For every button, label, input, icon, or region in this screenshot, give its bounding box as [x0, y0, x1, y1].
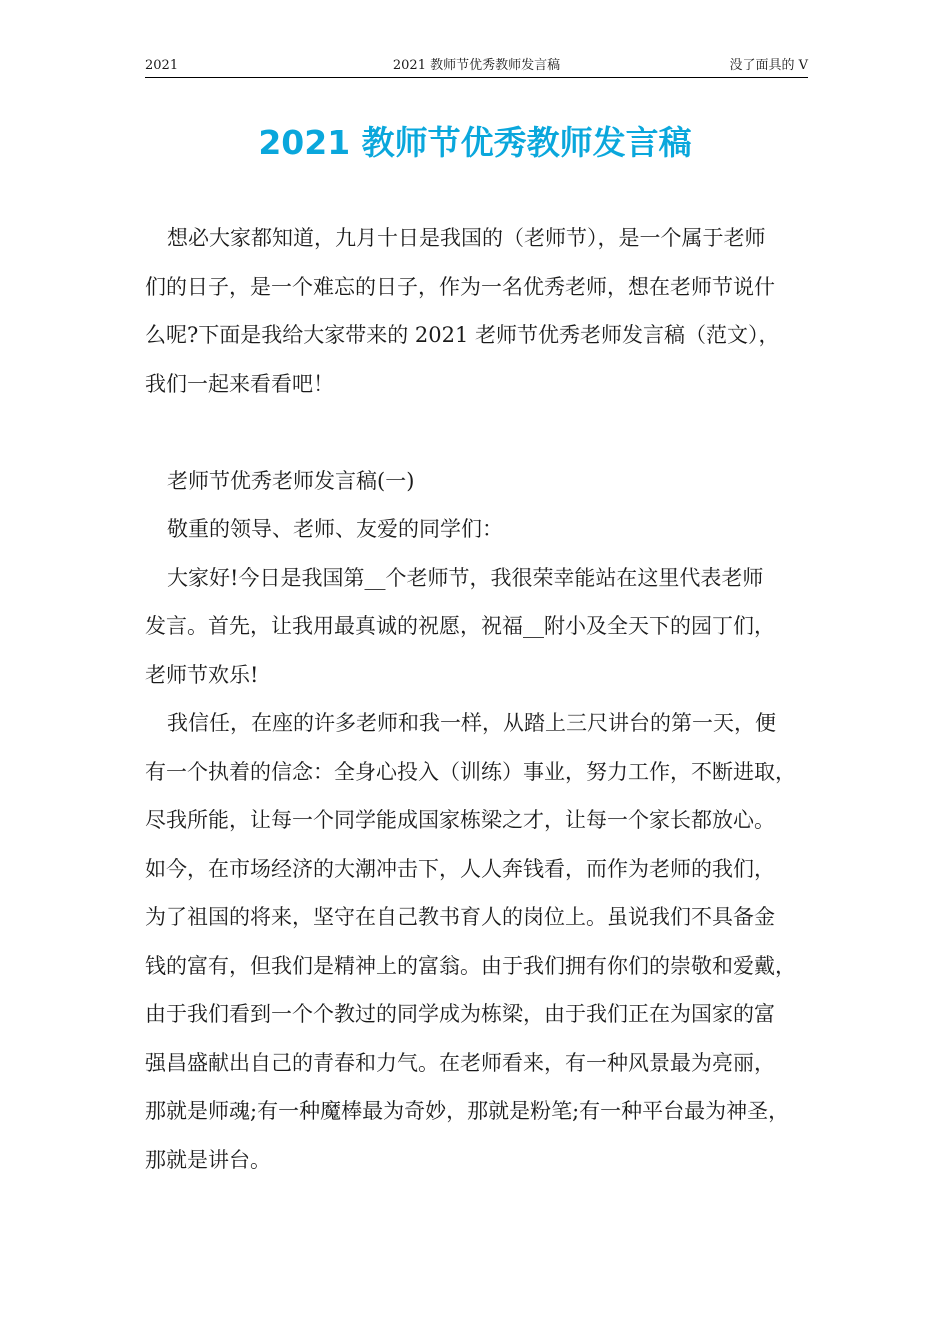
- text-line: 么呢?下面是我给大家带来的 2021 老师节优秀老师发言稿（范文），: [145, 323, 780, 347]
- text-line: 我们一起来看看吧！: [145, 371, 334, 396]
- page-header: [145, 57, 808, 78]
- salutation: 敬重的领导、老师、友爱的同学们：: [167, 517, 503, 541]
- text-line: 钱的富有，但我们是精神上的富翁。由于我们拥有你们的崇敬和爱戴，: [145, 953, 796, 978]
- text-line: 发言。首先，让我用最真诚的祝愿，祝福__附小及全天下的园丁们，: [145, 614, 775, 638]
- text-line: 大家好!今日是我国第__个老师节，我很荣幸能站在这里代表老师: [167, 565, 764, 590]
- text-line: 那就是讲台。: [145, 1147, 271, 1172]
- section-title: 老师节优秀老师发言稿(一): [167, 468, 415, 493]
- text-line: 们的日子，是一个难忘的日子，作为一名优秀老师，想在老师节说什: [145, 274, 775, 299]
- paragraph-1: [145, 554, 825, 700]
- text-line: 有一个执着的信念：全身心投入（训练）事业，努力工作，不断进取，: [145, 759, 796, 784]
- text-line: 由于我们看到一个个教过的同学成为栋梁，由于我们正在为国家的富: [145, 1002, 775, 1026]
- intro-paragraph: [145, 214, 825, 408]
- document-body: [145, 214, 825, 1184]
- text-line: 尽我所能，让每一个同学能成国家栋梁之才，让每一个家长都放心。: [145, 808, 775, 832]
- header-center-text: 2021 教师节优秀教师发言稿: [392, 58, 561, 73]
- paragraph-2: [145, 699, 825, 1184]
- text-line: 强昌盛献出自己的青春和力气。在老师看来，有一种风景最为亮丽，: [145, 1050, 775, 1075]
- text-line: 那就是师魂;有一种魔棒最为奇妙，那就是粉笔;有一种平台最为神圣，: [145, 1099, 790, 1123]
- text-line: 如今，在市场经济的大潮冲击下，人人奔钱看，而作为老师的我们，: [145, 856, 775, 881]
- header-left-text: 2021: [145, 58, 179, 73]
- text-line: 想必大家都知道，九月十日是我国的（老师节），是一个属于老师: [167, 226, 766, 250]
- text-line: 老师节欢乐!: [145, 662, 259, 687]
- text-line: 为了祖国的将来，坚守在自己教书育人的岗位上。虽说我们不具备金: [145, 905, 775, 929]
- header-right-text: 没了面具的 V: [729, 58, 808, 73]
- text-line: 我信任，在座的许多老师和我一样，从踏上三尺讲台的第一天，便: [167, 711, 776, 735]
- document-title: 2021 教师节优秀教师发言稿: [258, 123, 692, 162]
- paragraph-gap: [145, 408, 825, 457]
